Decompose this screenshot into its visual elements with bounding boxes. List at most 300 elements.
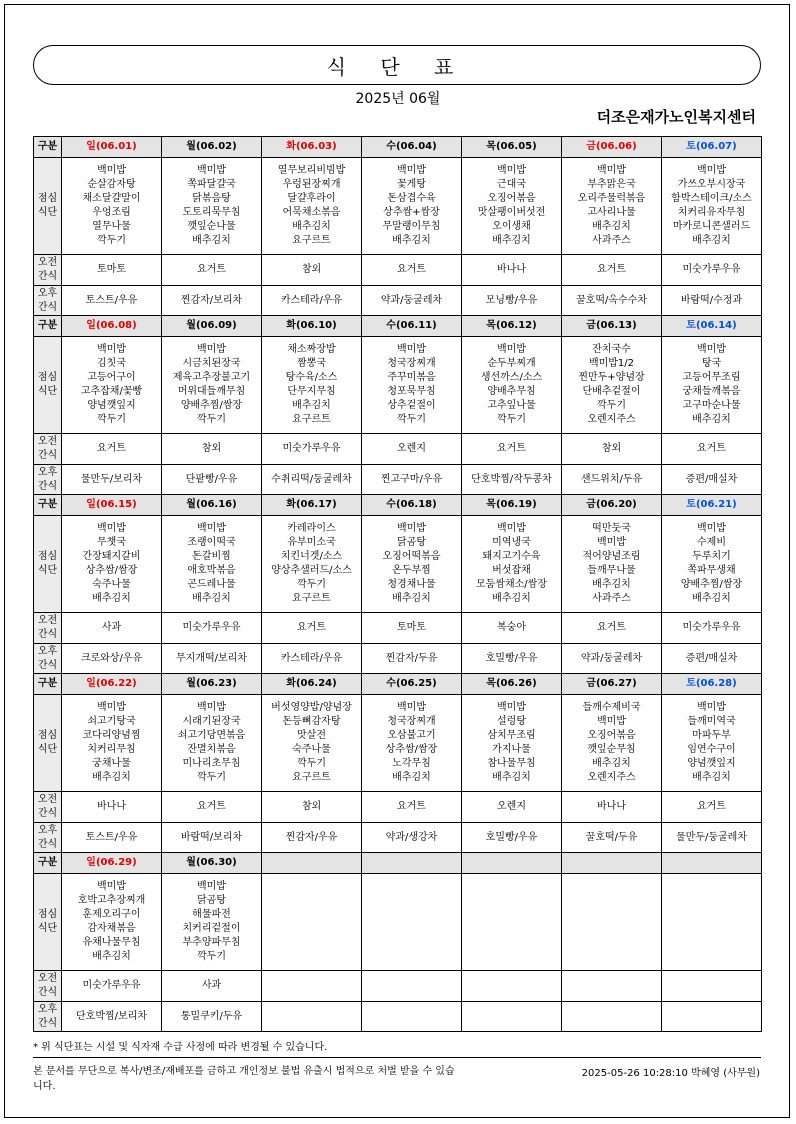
menu-item: 배추김치 [592, 221, 631, 232]
divider [33, 1057, 761, 1058]
date-header: 토(06.07) [662, 137, 762, 158]
menu-item: 깻잎순나물 [187, 221, 236, 232]
menu-item: 깍두기 [497, 414, 526, 425]
morning-snack-cell: 미숫가루우유 [162, 613, 262, 644]
menu-item: 코다리양념찜 [82, 730, 141, 741]
lunch-cell [662, 695, 762, 792]
menu-item: 깍두기 [597, 400, 626, 411]
afternoon-snack-label: 오후 간식 [34, 1002, 62, 1032]
menu-item: 모둠쌈채소/쌈장 [476, 579, 547, 590]
menu-item: 오리주물럭볶음 [577, 193, 646, 204]
menu-item: 배추김치 [392, 235, 431, 246]
date-header: 화(06.10) [262, 316, 362, 337]
afternoon-snack-cell: 증편/매실차 [662, 644, 762, 674]
menu-item: 유채나물무침 [82, 937, 141, 948]
afternoon-snack-cell: 찐감자/두유 [362, 644, 462, 674]
menu-item: 간장돼지갈비 [82, 551, 141, 562]
menu-item: 사과주스 [592, 593, 631, 604]
afternoon-snack-cell: 찐고구마/우유 [362, 465, 462, 495]
menu-item: 요구르트 [292, 772, 331, 783]
menu-item: 백미밥 [197, 881, 226, 892]
date-header [562, 853, 662, 874]
morning-snack-cell: 요거트 [162, 255, 262, 286]
menu-item: 적어양념조림 [582, 551, 641, 562]
week-header-row [34, 137, 762, 158]
menu-item: 오렌지주스 [587, 772, 636, 783]
morning-snack-label: 오전 간식 [34, 792, 62, 823]
menu-item: 우렁된장찌개 [282, 179, 341, 190]
menu-item: 배추김치 [92, 772, 131, 783]
lunch-cell [62, 158, 162, 255]
menu-item: 고등어무조림 [682, 372, 741, 383]
afternoon-snack-cell: 증편/매실차 [662, 465, 762, 495]
menu-item: 오렌지주스 [587, 414, 636, 425]
menu-item: 쪽파무생채 [687, 565, 736, 576]
menu-item: 배추김치 [692, 593, 731, 604]
date-header: 목(06.05) [462, 137, 562, 158]
lunch-cell [162, 695, 262, 792]
copyright-notice: 본 문서를 무단으로 복사/변조/재배포를 금하고 개인정보 불법 유출시 법적으로 처벌 받을 수 있습니다. [33, 1066, 455, 1092]
afternoon-snack-cell: 약과/둥굴레차 [562, 644, 662, 674]
date-header: 목(06.19) [462, 495, 562, 516]
date-header: 월(06.09) [162, 316, 262, 337]
lunch-cell [162, 874, 262, 971]
afternoon-snack-label: 오후 간식 [34, 644, 62, 674]
menu-item: 우엉조림 [92, 207, 131, 218]
afternoon-snack-cell [662, 1002, 762, 1032]
morning-snack-cell: 요거트 [362, 255, 462, 286]
menu-item: 깍두기 [397, 414, 426, 425]
menu-item: 부추양파무침 [182, 937, 241, 948]
menu-item: 배추김치 [492, 235, 531, 246]
date-header [662, 853, 762, 874]
section-label: 구분 [34, 137, 62, 158]
afternoon-snack-cell: 호밀빵/우유 [462, 644, 562, 674]
menu-item: 돈등뼈감자탕 [282, 716, 341, 727]
menu-item: 배추김치 [292, 221, 331, 232]
lunch-cell [262, 874, 362, 971]
menu-item: 백미밥 [597, 165, 626, 176]
morning-snack-cell: 미숫가루우유 [62, 971, 162, 1002]
afternoon-snack-cell: 물만두/둥굴레차 [662, 823, 762, 853]
date-header: 일(06.29) [62, 853, 162, 874]
menu-item: 백미밥 [497, 702, 526, 713]
afternoon-snack-cell: 바람떡/보리차 [162, 823, 262, 853]
morning-snack-cell: 오렌지 [362, 434, 462, 465]
menu-item: 치킨너겟/소스 [280, 551, 343, 562]
menu-item: 가지나물 [492, 744, 531, 755]
menu-item: 청국장찌개 [387, 358, 436, 369]
menu-item: 무말랭이무침 [382, 221, 441, 232]
afternoon-snack-row [34, 644, 762, 674]
menu-item: 백미밥 [597, 716, 626, 727]
menu-item: 치커리유자무침 [677, 207, 746, 218]
lunch-cell [262, 337, 362, 434]
menu-item: 깍두기 [97, 235, 126, 246]
menu-item: 고추잎나물 [487, 400, 536, 411]
lunch-label: 점심 식단 [34, 158, 62, 255]
menu-item: 버섯잡채 [492, 565, 531, 576]
morning-snack-label: 오전 간식 [34, 434, 62, 465]
menu-item: 마파두부 [692, 730, 731, 741]
menu-item: 고구마순나물 [682, 400, 741, 411]
menu-item: 오삼불고기 [387, 730, 436, 741]
section-label: 구분 [34, 495, 62, 516]
menu-item: 오징어볶음 [587, 730, 636, 741]
lunch-cell [162, 337, 262, 434]
morning-snack-row [34, 613, 762, 644]
lunch-cell [62, 337, 162, 434]
lunch-cell [362, 516, 462, 613]
menu-item: 돼지고기수육 [482, 551, 541, 562]
morning-snack-cell: 토마토 [362, 613, 462, 644]
menu-item: 상추쌈/쌈장 [385, 744, 438, 755]
menu-item: 배추김치 [592, 579, 631, 590]
lunch-row [34, 158, 762, 255]
menu-item: 백미밥 [397, 702, 426, 713]
menu-item: 임연수구이 [687, 744, 736, 755]
lunch-label: 점심 식단 [34, 695, 62, 792]
menu-item: 해물파전 [192, 909, 231, 920]
menu-item: 버섯영양밥/양념장 [271, 702, 352, 713]
menu-item: 고등어구이 [87, 372, 136, 383]
lunch-cell [462, 516, 562, 613]
menu-item: 배추김치 [292, 400, 331, 411]
menu-item: 백미밥 [197, 165, 226, 176]
menu-item: 청국장찌개 [387, 716, 436, 727]
menu-item: 찐만두+양념장 [578, 372, 645, 383]
menu-item: 백미밥 [497, 344, 526, 355]
section-label: 구분 [34, 674, 62, 695]
menu-item: 제육고추장불고기 [172, 372, 251, 383]
menu-item: 온두부찜 [392, 565, 431, 576]
week-header-row [34, 674, 762, 695]
menu-item: 청포묵무침 [387, 386, 436, 397]
menu-item: 잔치국수 [592, 344, 631, 355]
menu-item: 유부미소국 [287, 537, 336, 548]
menu-item: 닭곰탕 [397, 537, 426, 548]
menu-item: 곤드레나물 [187, 579, 236, 590]
menu-item: 백미밥 [497, 165, 526, 176]
afternoon-snack-cell: 약과/생강차 [362, 823, 462, 853]
afternoon-snack-cell: 크로와상/우유 [62, 644, 162, 674]
menu-item: 들깨수제비국 [582, 702, 641, 713]
afternoon-snack-label: 오후 간식 [34, 286, 62, 316]
afternoon-snack-cell: 약과/둥굴레차 [362, 286, 462, 316]
morning-snack-cell: 바나나 [62, 792, 162, 823]
lunch-cell [362, 337, 462, 434]
menu-item: 시금치된장국 [182, 358, 241, 369]
menu-item: 백미밥 [697, 523, 726, 534]
afternoon-snack-cell: 찐감자/보리차 [162, 286, 262, 316]
morning-snack-cell: 요거트 [662, 434, 762, 465]
menu-item: 배추김치 [92, 593, 131, 604]
menu-item: 백미밥 [97, 523, 126, 534]
menu-item: 배추김치 [492, 593, 531, 604]
morning-snack-cell: 참외 [262, 792, 362, 823]
lunch-cell [562, 516, 662, 613]
menu-item: 닭곰탕 [197, 895, 226, 906]
menu-item: 깍두기 [97, 414, 126, 425]
menu-item: 들깨무나물 [587, 565, 636, 576]
date-header: 목(06.26) [462, 674, 562, 695]
afternoon-snack-cell: 통밀쿠키/두유 [162, 1002, 262, 1032]
section-label: 구분 [34, 316, 62, 337]
morning-snack-cell [562, 971, 662, 1002]
date-header: 화(06.17) [262, 495, 362, 516]
menu-item: 배추김치 [692, 414, 731, 425]
menu-item: 백미밥 [397, 344, 426, 355]
date-header: 일(06.15) [62, 495, 162, 516]
date-header: 월(06.02) [162, 137, 262, 158]
date-header: 토(06.14) [662, 316, 762, 337]
afternoon-snack-row [34, 823, 762, 853]
menu-item: 어묵채소볶음 [282, 207, 341, 218]
morning-snack-cell: 사과 [62, 613, 162, 644]
morning-snack-label: 오전 간식 [34, 255, 62, 286]
date-header: 화(06.24) [262, 674, 362, 695]
menu-item: 백미밥 [497, 523, 526, 534]
center-name: 더조은재가노인복지센터 [596, 108, 756, 126]
morning-snack-cell: 바나나 [562, 792, 662, 823]
lunch-label: 점심 식단 [34, 337, 62, 434]
morning-snack-cell: 참외 [262, 255, 362, 286]
lunch-row [34, 337, 762, 434]
menu-item: 애호박볶음 [187, 565, 236, 576]
afternoon-snack-cell [362, 1002, 462, 1032]
lunch-cell [562, 695, 662, 792]
date-header: 토(06.21) [662, 495, 762, 516]
afternoon-snack-cell: 샌드위치/두유 [562, 465, 662, 495]
menu-item: 백미밥 [197, 702, 226, 713]
lunch-cell [62, 695, 162, 792]
menu-item: 양념깻잎지 [687, 758, 736, 769]
menu-item: 배추김치 [592, 758, 631, 769]
menu-item: 달걀후라이 [287, 193, 336, 204]
morning-snack-row [34, 434, 762, 465]
menu-item: 꽃게탕 [397, 179, 426, 190]
menu-item: 숙주나물 [92, 579, 131, 590]
menu-item: 백미밥 [697, 344, 726, 355]
menu-item: 근대국 [497, 179, 526, 190]
morning-snack-cell: 미숫가루우유 [662, 613, 762, 644]
menu-item: 오징어떡볶음 [382, 551, 441, 562]
menu-item: 양배추무침 [487, 386, 536, 397]
menu-item: 감자채볶음 [87, 923, 136, 934]
menu-item: 채소짜장밥 [287, 344, 336, 355]
menu-item: 맛살전 [297, 730, 326, 741]
menu-item: 오이생채 [492, 221, 531, 232]
week-header-row [34, 316, 762, 337]
menu-item: 배추김치 [492, 772, 531, 783]
menu-item: 생선까스/소스 [480, 372, 543, 383]
menu-item: 채소달걀말이 [82, 193, 141, 204]
menu-item: 백미밥 [97, 165, 126, 176]
morning-snack-cell: 요거트 [362, 792, 462, 823]
lunch-cell [662, 516, 762, 613]
print-info: 2025-05-26 10:28:10 박혜영 (사무원) [581, 1068, 760, 1079]
date-header: 월(06.16) [162, 495, 262, 516]
menu-item: 백미밥 [597, 537, 626, 548]
afternoon-snack-cell: 바람떡/수정과 [662, 286, 762, 316]
menu-item: 깍두기 [297, 579, 326, 590]
menu-item: 고사리나물 [587, 207, 636, 218]
menu-item: 요구르트 [292, 593, 331, 604]
lunch-row [34, 516, 762, 613]
menu-item: 깍두기 [197, 414, 226, 425]
afternoon-snack-cell [262, 1002, 362, 1032]
menu-item: 백미밥 [197, 523, 226, 534]
menu-item: 탕수육/소스 [285, 372, 338, 383]
date-header: 월(06.30) [162, 853, 262, 874]
menu-item: 미역냉국 [492, 537, 531, 548]
morning-snack-cell: 참외 [162, 434, 262, 465]
morning-snack-cell: 요거트 [262, 613, 362, 644]
date-header [262, 853, 362, 874]
week-header-row [34, 495, 762, 516]
menu-item: 미나리초무침 [182, 758, 241, 769]
afternoon-snack-label: 오후 간식 [34, 465, 62, 495]
page-title: 식 단 표 [33, 45, 761, 85]
morning-snack-cell: 요거트 [562, 613, 662, 644]
afternoon-snack-cell: 물만두/보리차 [62, 465, 162, 495]
menu-item: 도토리묵무침 [182, 207, 241, 218]
menu-item: 쪽파달걀국 [187, 179, 236, 190]
menu-item: 참나물무침 [487, 758, 536, 769]
lunch-cell [362, 158, 462, 255]
lunch-cell [562, 158, 662, 255]
lunch-cell [562, 337, 662, 434]
menu-item: 양배추찜/쌈장 [680, 579, 743, 590]
menu-item: 쇠고기탕국 [87, 716, 136, 727]
afternoon-snack-cell: 단팥빵/우유 [162, 465, 262, 495]
menu-item: 양념깻잎지 [87, 400, 136, 411]
menu-item: 백미밥 [97, 344, 126, 355]
lunch-cell [662, 874, 762, 971]
lunch-cell [462, 337, 562, 434]
date-header [462, 853, 562, 874]
menu-item: 돈갈비찜 [192, 551, 231, 562]
morning-snack-cell: 바나나 [462, 255, 562, 286]
afternoon-snack-row [34, 286, 762, 316]
menu-item: 부추맑은국 [587, 179, 636, 190]
menu-item: 배추김치 [392, 593, 431, 604]
change-notice: * 위 식단표는 시설 및 식자재 수급 사정에 따라 변경될 수 있습니다. [33, 1042, 328, 1053]
menu-item: 백미밥 [97, 881, 126, 892]
menu-item: 깍두기 [197, 951, 226, 962]
menu-item: 깻잎순무침 [587, 744, 636, 755]
menu-item: 짬뽕국 [297, 358, 326, 369]
afternoon-snack-cell: 꿀호떡/두유 [562, 823, 662, 853]
menu-item: 궁채들깨볶음 [682, 386, 741, 397]
menu-item: 무챗국 [97, 537, 126, 548]
date-header: 금(06.06) [562, 137, 662, 158]
morning-snack-cell: 요거트 [562, 255, 662, 286]
date-header: 일(06.22) [62, 674, 162, 695]
afternoon-snack-cell: 단호박찜/보리차 [62, 1002, 162, 1032]
menu-item: 고추잡채/꽃빵 [80, 386, 143, 397]
menu-item: 쇠고기당면볶음 [177, 730, 246, 741]
afternoon-snack-cell: 무지개떡/보리차 [162, 644, 262, 674]
date-header: 토(06.28) [662, 674, 762, 695]
lunch-cell [662, 158, 762, 255]
menu-item: 수제비 [697, 537, 726, 548]
menu-item: 배추김치 [192, 235, 231, 246]
menu-item: 잔멸치볶음 [187, 744, 236, 755]
afternoon-snack-cell: 카스테라/우유 [262, 286, 362, 316]
morning-snack-label: 오전 간식 [34, 971, 62, 1002]
date-header: 수(06.04) [362, 137, 462, 158]
menu-item: 노각무침 [392, 758, 431, 769]
lunch-cell [62, 874, 162, 971]
lunch-cell [662, 337, 762, 434]
date-header [362, 853, 462, 874]
menu-item: 떡만둣국 [592, 523, 631, 534]
date-header: 수(06.25) [362, 674, 462, 695]
date-header: 금(06.13) [562, 316, 662, 337]
lunch-cell [262, 158, 362, 255]
morning-snack-cell: 토마토 [62, 255, 162, 286]
menu-item: 가쓰오부시장국 [677, 179, 746, 190]
menu-item: 양배추찜/쌈장 [180, 400, 243, 411]
menu-item: 머위대들깨무침 [177, 386, 246, 397]
menu-item: 백미밥 [697, 702, 726, 713]
menu-item: 양상추샐러드/소스 [271, 565, 352, 576]
menu-item: 청경채나물 [387, 579, 436, 590]
date-header: 금(06.27) [562, 674, 662, 695]
morning-snack-cell [362, 971, 462, 1002]
lunch-cell [262, 516, 362, 613]
morning-snack-cell [462, 971, 562, 1002]
morning-snack-cell: 복숭아 [462, 613, 562, 644]
menu-item: 배추김치 [692, 772, 731, 783]
menu-item: 백미밥 [397, 165, 426, 176]
lunch-cell [462, 158, 562, 255]
lunch-cell [262, 695, 362, 792]
date-header: 월(06.23) [162, 674, 262, 695]
menu-item: 두루치기 [692, 551, 731, 562]
menu-item: 주꾸미볶음 [387, 372, 436, 383]
menu-item: 돈삼겹수육 [387, 193, 436, 204]
afternoon-snack-cell: 호밀빵/우유 [462, 823, 562, 853]
afternoon-snack-cell: 수취리떡/둥굴레차 [262, 465, 362, 495]
menu-item: 배추김치 [692, 235, 731, 246]
menu-item: 백미밥 [97, 702, 126, 713]
menu-item: 함박스테이크/소스 [671, 193, 752, 204]
menu-item: 배추김치 [392, 772, 431, 783]
morning-snack-cell: 요거트 [462, 434, 562, 465]
morning-snack-cell [662, 971, 762, 1002]
menu-item: 설렁탕 [497, 716, 526, 727]
section-label: 구분 [34, 853, 62, 874]
lunch-cell [162, 158, 262, 255]
menu-item: 들깨미역국 [687, 716, 736, 727]
menu-item: 배추김치 [192, 593, 231, 604]
morning-snack-row [34, 255, 762, 286]
morning-snack-cell: 미숫가루우유 [662, 255, 762, 286]
afternoon-snack-cell: 토스트/우유 [62, 286, 162, 316]
menu-item: 카레라이스 [287, 523, 336, 534]
afternoon-snack-cell: 단호박찜/작두콩차 [462, 465, 562, 495]
morning-snack-cell: 요거트 [162, 792, 262, 823]
period: 2025년 06월 [355, 91, 441, 107]
menu-item: 열무나물 [92, 221, 131, 232]
menu-item: 삼치무조림 [487, 730, 536, 741]
menu-item: 백미밥 [397, 523, 426, 534]
menu-item: 훈제오리구이 [82, 909, 141, 920]
menu-item: 오징어볶음 [487, 193, 536, 204]
date-header: 수(06.18) [362, 495, 462, 516]
